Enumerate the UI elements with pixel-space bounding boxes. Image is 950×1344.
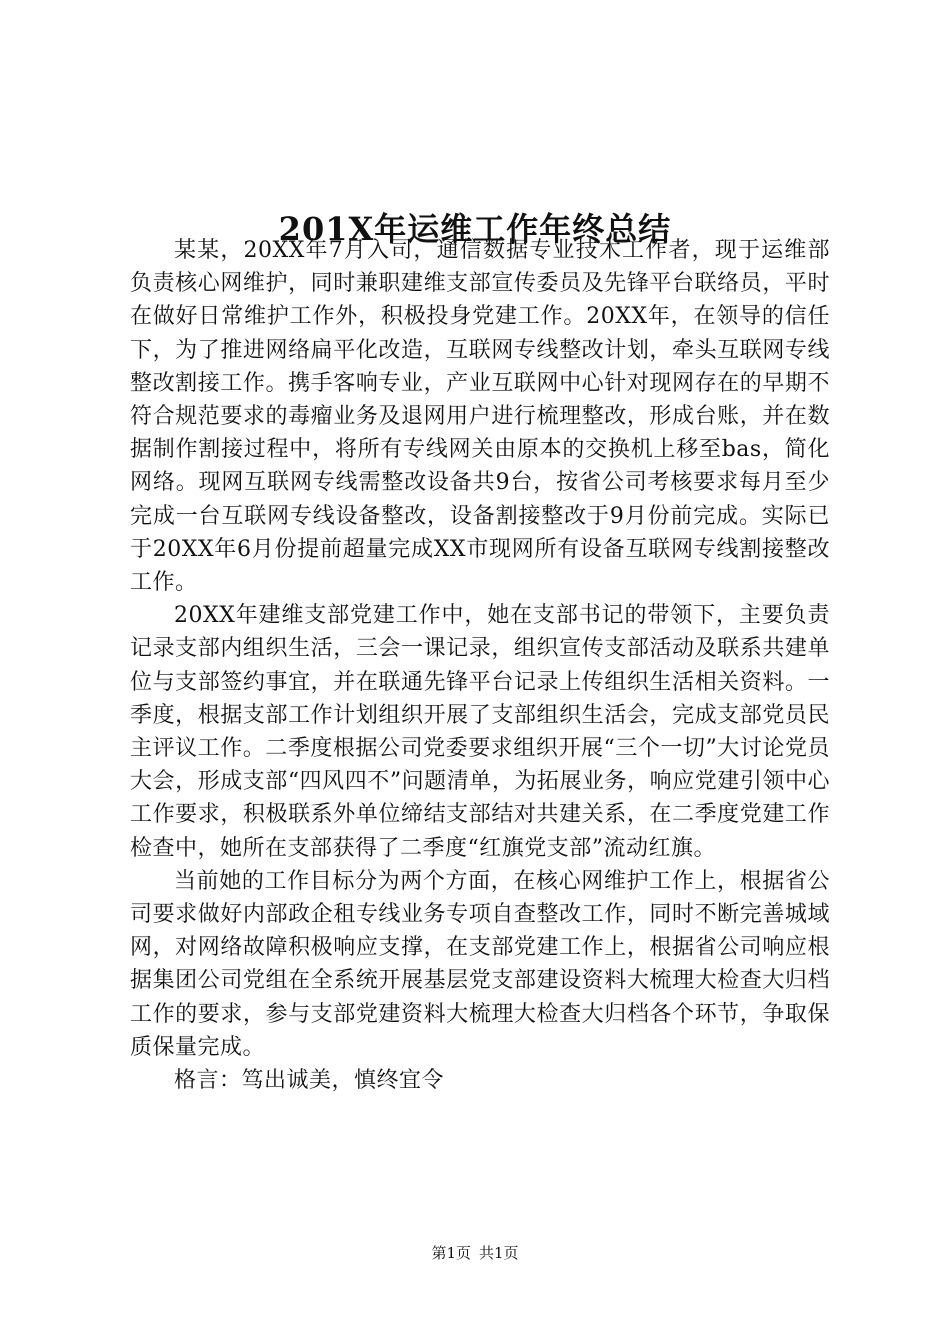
page-total: 共1页 <box>479 1244 519 1262</box>
page-footer <box>0 1243 950 1263</box>
paragraph-2: 20XX年建维支部党建工作中，她在支部书记的带领下，主要负责记录支部内组织生活，三会一课记录，组织宣传支部活动及联系共建单位与支部签约事宜，并在联通先锋平台记录上传组织生活相关资料。一季度，根据支部工作计划组织开展了支部组织生活会，完成支部党员民主评议工作。二季度根据公司党委要求组织开展“三个一切”大讨论党员大会，形成支部“四风四不”问题清单，为拓展业务，响应党建引领中心工作要求，积极联系外单位缔结支部结对共建关系，在二季度党建工作检查中，她所在支部获得了二季度“红旗党支部”流动红旗。 <box>130 603 830 861</box>
paragraph-motto: 格言：笃出诚美，慎终宜令 <box>174 1068 445 1094</box>
paragraph-1: 某某，20XX年7月入司，通信数据专业技术工作者，现于运维部负责核心网维护，同时兼职建维支部宣传委员及先锋平台联络员，平时在做好日常维护工作外，积极投身党建工作。20XX年，在领导的信任下，为了推进网络扁平化改造，互联网专线整改计划，牵头互联网专线整改割接工作。携手客响专业，产业互联网中心针对现网存在的早期不符合规范要求的毒瘤业务及退网用户进行梳理整改，形成台账，并在数据制作割接过程中，将所有专线网关由原本的交换机上移至bas，简化网络。现网互联网专线需整改设备共9台，按省公司考核要求每月至少完成一台互联网专线设备整改，设备割接整改于9月份前完成。实际已于20XX年6月份提前超量完成XX市现网所有设备互联网专线割接整改工作。 <box>130 238 830 596</box>
page-number: 第1页 <box>431 1244 471 1262</box>
document-body <box>130 234 830 1097</box>
paragraph-3: 当前她的工作目标分为两个方面，在核心网维护工作上，根据省公司要求做好内部政企租专线业务专项自查整改工作，同时不断完善城域网，对网络故障积极响应支撑，在支部党建工作上，根据省公司响应根据集团公司党组在全系统开展基层党支部建设资料大梳理大检查大归档工作的要求，参与支部党建资料大梳理大检查大归档各个环节，争取保质保量完成。 <box>130 868 830 1060</box>
document-title: 201X年运维工作年终总结 <box>278 210 672 249</box>
